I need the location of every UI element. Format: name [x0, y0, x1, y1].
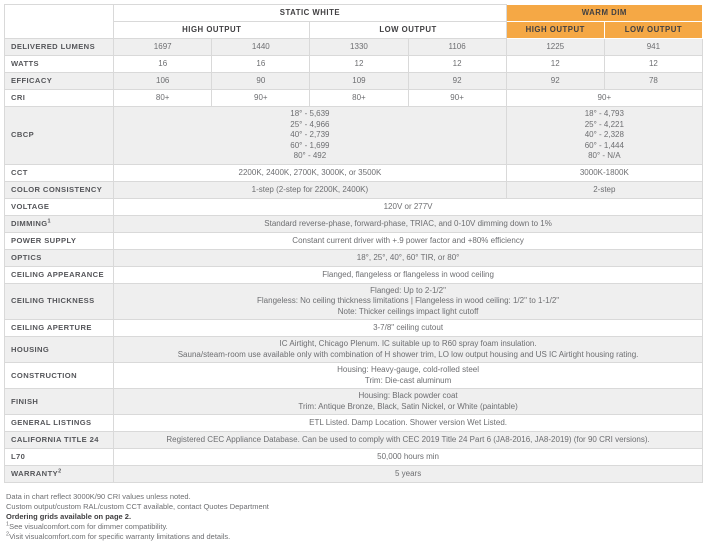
corner-cell [5, 5, 114, 39]
row-ceiling-thickness [5, 283, 703, 320]
value-cell: 92 [506, 73, 604, 90]
footnote-custom: Custom output/custom RAL/custom CCT available, contact Quotes Department [6, 502, 269, 511]
value-cell: 12 [604, 56, 702, 73]
footnote-marker: 2 [58, 468, 62, 475]
header-sw-low-output: LOW OUTPUT [310, 22, 506, 39]
value-cell: Standard reverse-phase, forward-phase, TRIAC, and 0-10V dimming down to 1% [114, 215, 703, 232]
row-label: EFFICACY [5, 73, 114, 90]
value-cell: 92 [408, 73, 506, 90]
row-cri [5, 90, 703, 107]
row-label: CEILING APERTURE [5, 320, 114, 337]
value-cell: 120V or 277V [114, 198, 703, 215]
row-label: CEILING THICKNESS [5, 283, 114, 320]
row-label: CBCP [5, 107, 114, 165]
value-cell: 12 [408, 56, 506, 73]
value-cell: 5 years [114, 466, 703, 483]
value-cell: 90+ [408, 90, 506, 107]
row-cct [5, 164, 703, 181]
row-power-supply [5, 232, 703, 249]
footnote-warranty: $^2$Visit visualcomfort.com for specific warranty limitations and details. [6, 531, 231, 541]
value-cell: Constant current driver with +.9 power factor and +80% efficiency [114, 232, 703, 249]
row-label: COLOR CONSISTENCY [5, 181, 114, 198]
value-cell: 78 [604, 73, 702, 90]
row-label: CONSTRUCTION [5, 363, 114, 389]
spec-table [4, 4, 703, 483]
value-cell: 80+ [310, 90, 408, 107]
value-cell: 50,000 hours min [114, 449, 703, 466]
value-cell-warm-dim: 18° - 4,793 25° - 4,221 40° - 2,328 60° - 1,444 80° - N/A [506, 107, 702, 165]
footnote-marker: 2 [6, 531, 10, 538]
value-cell-static-white: 2200K, 2400K, 2700K, 3000K, or 3500K [114, 164, 507, 181]
row-label: DIMMING$^1$ [5, 215, 114, 232]
row-label: DELIVERED LUMENS [5, 39, 114, 56]
value-cell: Registered CEC Appliance Database. Can be used to comply with CEC 2019 Title 24 Part 6 (JA8-2016, JA8-2019) (for 90 CRI versions). [114, 432, 703, 449]
header-wd-high-output: HIGH OUTPUT [506, 22, 604, 39]
value-cell: 90 [212, 73, 310, 90]
value-cell: 16 [212, 56, 310, 73]
footnote-marker: 1 [47, 217, 52, 224]
value-cell: Housing: Black powder coat Trim: Antique Bronze, Black, Satin Nickel, or White (paintable) [114, 389, 703, 415]
value-cell-warm-dim: 90+ [506, 90, 702, 107]
value-cell: 1697 [114, 39, 212, 56]
row-label: GENERAL LISTINGS [5, 415, 114, 432]
row-ceiling-aperture [5, 320, 703, 337]
value-cell: ETL Listed. Damp Location. Shower version Wet Listed. [114, 415, 703, 432]
value-cell: 16 [114, 56, 212, 73]
header-warm-dim: WARM DIM [506, 5, 702, 22]
value-cell: 80+ [114, 90, 212, 107]
footnotes [6, 492, 703, 542]
row-cbcp [5, 107, 703, 165]
value-cell: 1440 [212, 39, 310, 56]
row-label: CCT [5, 164, 114, 181]
row-finish [5, 389, 703, 415]
value-cell: 90+ [212, 90, 310, 107]
row-label: L70 [5, 449, 114, 466]
value-cell: 106 [114, 73, 212, 90]
row-label: WARRANTY$^2$ [5, 466, 114, 483]
row-general-listings [5, 415, 703, 432]
row-housing [5, 337, 703, 363]
value-cell: 18°, 25°, 40°, 60° TIR, or 80° [114, 249, 703, 266]
row-warranty [5, 466, 703, 483]
row-watts [5, 56, 703, 73]
value-cell: 1330 [310, 39, 408, 56]
row-voltage [5, 198, 703, 215]
row-efficacy [5, 73, 703, 90]
value-cell: 109 [310, 73, 408, 90]
value-cell-static-white: 1-step (2-step for 2200K, 2400K) [114, 181, 507, 198]
value-cell: 3-7/8" ceiling cutout [114, 320, 703, 337]
value-cell: Flanged, flangeless or flangeless in wood ceiling [114, 266, 703, 283]
value-cell-warm-dim: 3000K-1800K [506, 164, 702, 181]
row-optics [5, 249, 703, 266]
row-label: POWER SUPPLY [5, 232, 114, 249]
footnote-marker: 1 [6, 521, 10, 528]
value-cell: Housing: Heavy-gauge, cold-rolled steel Trim: Die-cast aluminum [114, 363, 703, 389]
value-cell: 941 [604, 39, 702, 56]
footnote-ordering: Ordering grids available on page 2. [6, 512, 132, 521]
row-label: FINISH [5, 389, 114, 415]
row-label: VOLTAGE [5, 198, 114, 215]
row-california-title-24 [5, 432, 703, 449]
row-construction [5, 363, 703, 389]
row-dimming [5, 215, 703, 232]
header-static-white: STATIC WHITE [114, 5, 507, 22]
value-cell-warm-dim: 2-step [506, 181, 702, 198]
value-cell: 1225 [506, 39, 604, 56]
row-delivered-lumens [5, 39, 703, 56]
row-color-consistency [5, 181, 703, 198]
header-wd-low-output: LOW OUTPUT [604, 22, 702, 39]
value-cell: 12 [310, 56, 408, 73]
row-label: CEILING APPEARANCE [5, 266, 114, 283]
value-cell: 1106 [408, 39, 506, 56]
value-cell-static-white: 18° - 5,639 25° - 4,966 40° - 2,739 60° - 1,699 80° - 492 [114, 107, 507, 165]
row-label: CRI [5, 90, 114, 107]
row-label: HOUSING [5, 337, 114, 363]
row-label: OPTICS [5, 249, 114, 266]
row-l70 [5, 449, 703, 466]
value-cell: 12 [506, 56, 604, 73]
header-group-row [5, 5, 703, 22]
footnote-data: Data in chart reflect 3000K/90 CRI values unless noted. [6, 492, 191, 501]
header-sw-high-output: HIGH OUTPUT [114, 22, 310, 39]
row-label: WATTS [5, 56, 114, 73]
footnote-dimmer: $^1$See visualcomfort.com for dimmer compatibility. [6, 521, 168, 531]
value-cell: IC Airtight, Chicago Plenum. IC suitable up to R60 spray foam insulation. Sauna/steam-room use available only with combination of H shower trim, LO low output housing and US IC Airtight housing rating. [114, 337, 703, 363]
value-cell: Flanged: Up to 2-1/2" Flangeless: No ceiling thickness limitations | Flangeless in wood ceiling: 1/2" to 1-1/2" Note: Thicker ceilings impact light cutoff [114, 283, 703, 320]
row-ceiling-appearance [5, 266, 703, 283]
row-label: CALIFORNIA TITLE 24 [5, 432, 114, 449]
